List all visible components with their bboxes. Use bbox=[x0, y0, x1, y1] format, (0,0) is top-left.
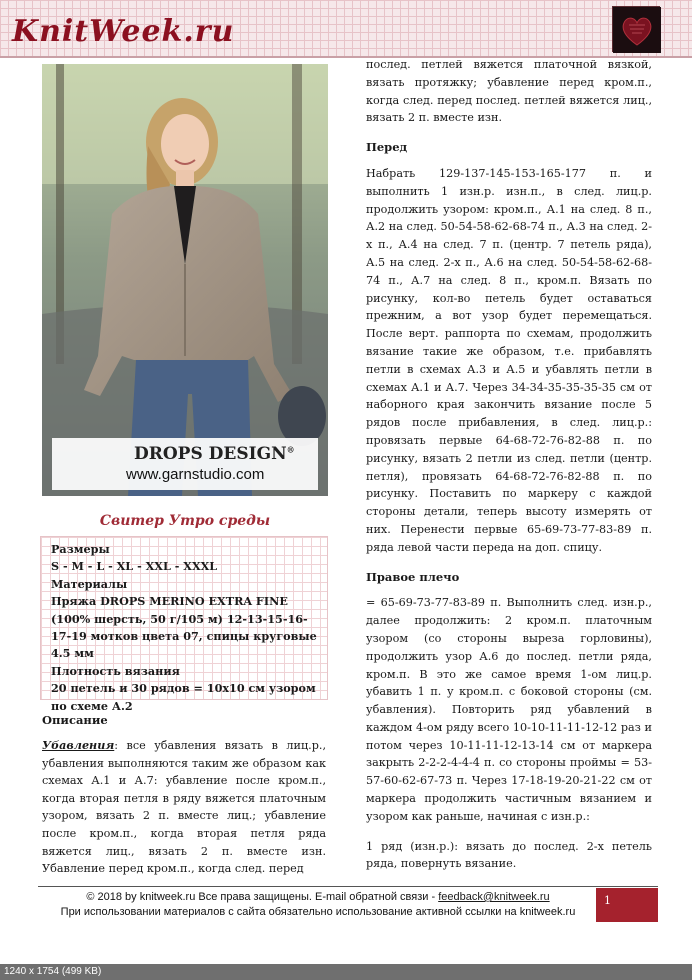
decreases-text: : все убавления вязать в лиц.р., убавления выполняются таким же образом как схемах А.1 и А.7: убавление после кром.п., когда вторая петля в ряду вяжется платочным узором, вязать 2 п. вместе лиц.; убавление после кром.п., когда вторая петля ряда вяжется лиц., вязать 2 п. вместе изн. Убавление перед кром.п., когда след. перед bbox=[42, 739, 326, 876]
footer-copyright bbox=[38, 890, 598, 920]
garnstudio-url: www.garnstudio.com bbox=[126, 466, 265, 483]
right-column bbox=[366, 56, 652, 885]
footer-divider bbox=[38, 886, 658, 887]
footer-copyright-text: © 2018 by knitweek.ru Все права защищены. E-mail обратной связи - bbox=[86, 891, 439, 903]
right-shoulder-heading: Правое плечо bbox=[366, 569, 460, 584]
page-number-badge: 1 bbox=[596, 888, 658, 922]
feedback-email-link[interactable]: feedback@knitweek.ru bbox=[438, 891, 550, 903]
footer-line-2: При использовании материалов с сайта обязательно использование активной ссылки на knitweek.ru bbox=[60, 906, 576, 918]
sweater-photo bbox=[42, 64, 328, 496]
drops-title-text: DROPS DESIGN bbox=[134, 444, 287, 464]
decreases-term: Убавления bbox=[42, 738, 115, 752]
heart-logo-icon bbox=[612, 6, 660, 52]
row-instruction: 1 ряд (изн.р.): вязать до послед. 2-х петель ряда, повернуть вязание. bbox=[366, 839, 652, 871]
drops-brand-banner bbox=[52, 438, 318, 490]
yarn-value: Пряжа DROPS MERINO EXTRA FINE (100% шерсть, 50 г/105 м) 12-13-15-16-17-19 мотков цвета 07, спицы круговые 4.5 мм bbox=[51, 594, 317, 661]
description-heading: Описание bbox=[42, 713, 108, 727]
gauge-label: Плотность вязания bbox=[51, 663, 180, 678]
sizes-label: Размеры bbox=[51, 542, 110, 556]
footer-line-1 bbox=[38, 890, 598, 905]
gauge-value: 20 петель и 30 рядов = 10х10 см узором по схеме А.2 bbox=[51, 681, 316, 713]
sizes-value: S - M - L - XL - XXL - XXXL bbox=[51, 559, 218, 574]
model-illustration bbox=[42, 64, 328, 496]
registered-mark: ® bbox=[286, 444, 295, 455]
front-heading: Перед bbox=[366, 140, 408, 155]
image-info-status-bar: 1240 x 1754 (499 KB) bbox=[0, 964, 692, 980]
materials-label: Материалы bbox=[51, 576, 128, 591]
continuation-text: послед. петлей вяжется платочной вязкой, вязать протяжку; убавление перед кром.п., когда след. перед послед. петлей вяжется лиц., вязать 2 п. вместе изн. bbox=[366, 58, 652, 125]
right-shoulder-text: = 65-69-73-77-83-89 п. Выполнить след. изн.р., далее продолжить: 2 кром.п. платочным узором (со стороны выреза горловины), продолжить узор А.6 до послед. петли ряда, кром.п. В это же самое время 1-ом лиц.р. убавить 1 п. у кром.п. с боковой стороны (см. убавления). Повторить ряд убавлений в каждом 4-ом ряду всего 10-10-11-11-12-12 раз и потом через 10-11-11-12-13-14 см от маркера закрыть 2-2-2-4-4-4 п. со стороны проймы = 53-57-60-62-67-73 п. Через 17-18-19-20-21-22 см от маркера продолжить частичным вязанием и узором как раньше, начиная с изн.р.: bbox=[366, 596, 652, 823]
page-header bbox=[0, 0, 692, 58]
product-title: Свитер Утро среды bbox=[99, 513, 271, 529]
drops-design-title bbox=[134, 444, 295, 464]
description-body bbox=[42, 737, 326, 878]
front-text: Набрать 129-137-145-153-165-177 п. и выполнить 1 изн.р. изн.п., в след. лиц.р. продолжить узором: кром.п., А.1 на след. 8 п., А.2 на след. 50-54-58-62-68-74 п., А.3 на след. 2-х п., А.4 на след. 7 п. (центр. 7 петель ряда), А.5 на след. 2-х п., А.6 на след. 50-54-58-62-68-74 п., А.7 на след. 8 п., кром.п. Вязать по рисунку, кол-во петель будет оставаться прежним, а вот узор будет перемещаться. После верт. раппорта по схемам, продолжить вязание такие же образом, т.е. прибавлять петли в схемах А.3 и А.5 и убавлять петли в схемах А.1 и А.7. Через 34-34-35-35-35-35 см от наборного края закончить вязание после 5 рядов после прибавления, в след. лиц.р.: провязать первые 64-68-72-76-82-88 п. по рисунку, вязать 2 петли из след. петли (центр. петля), провязать 64-68-72-76-82-88 п. по рисунку. Поставить по маркеру с каждой стороны детали, теперь высоту измерять от них. Перенести первые 65-69-73-77-83-89 п. ряда левой части переда на доп. спицу. bbox=[366, 166, 652, 554]
spec-box bbox=[40, 536, 328, 713]
site-logo[interactable]: KnitWeek.ru bbox=[12, 14, 235, 49]
